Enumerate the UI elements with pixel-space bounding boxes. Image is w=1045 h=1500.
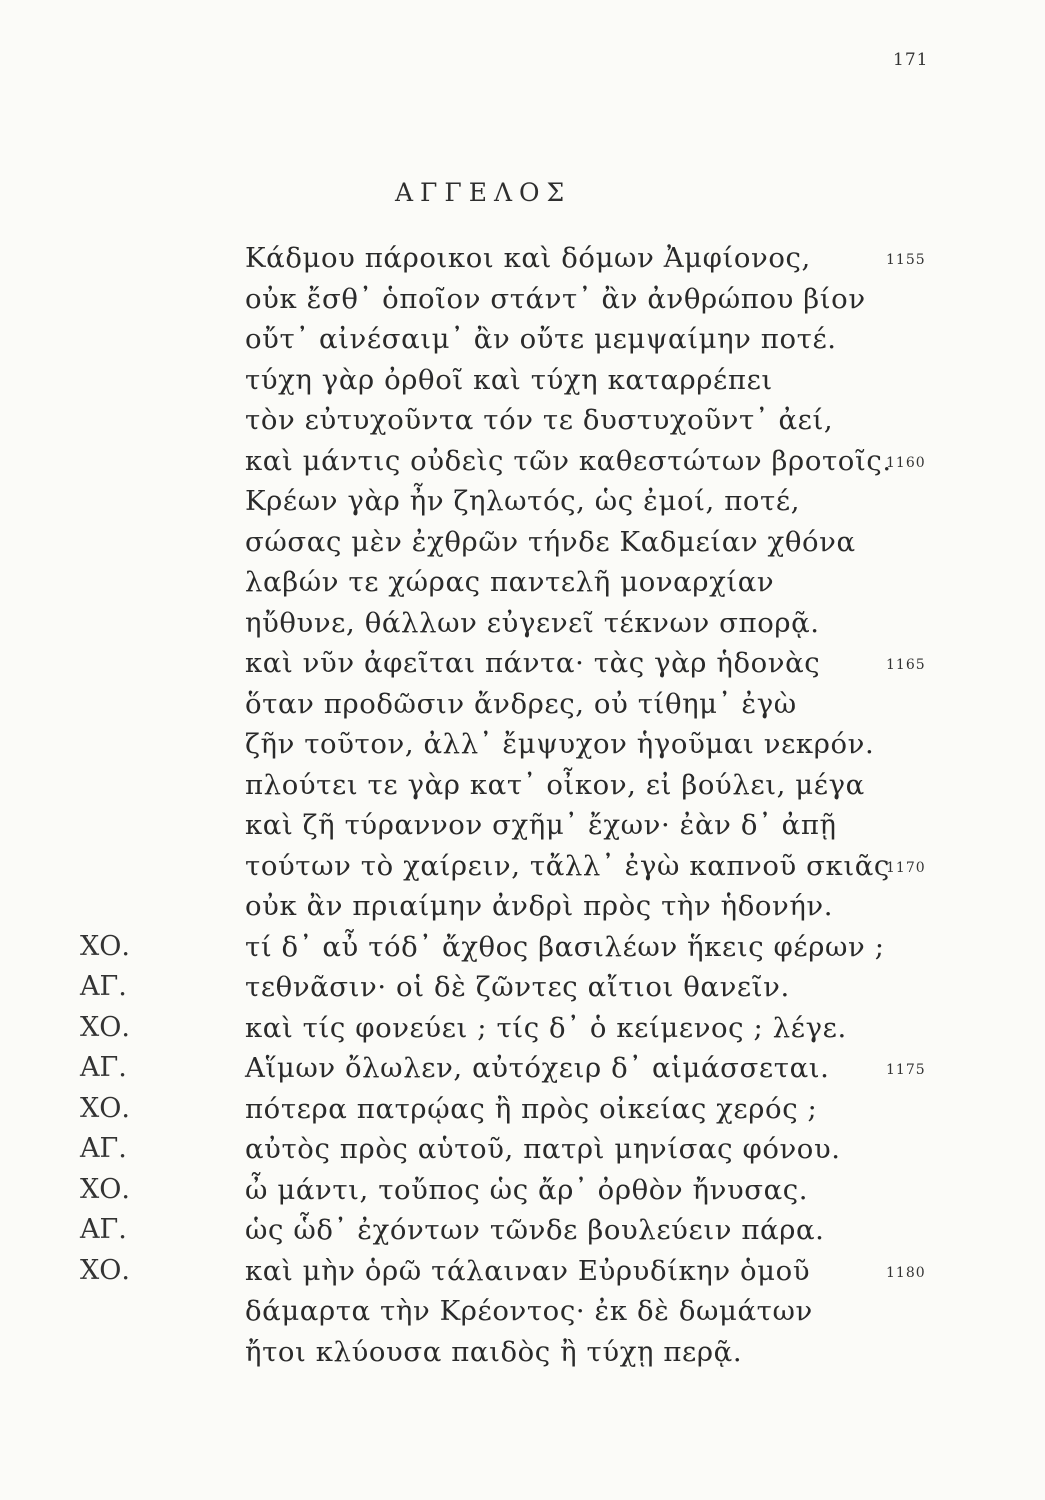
verse-text: δάμαρτα τὴν Κρέοντος· ἐκ δὲ δωμάτων xyxy=(245,1295,813,1327)
verse-text: καὶ μάντις οὐδεὶς τῶν καθεστώτων βροτοῖς. xyxy=(245,444,892,477)
verse-line xyxy=(0,1251,1045,1292)
verse-line xyxy=(0,927,1045,968)
verse-text: τεθνᾶσιν· οἱ δὲ ζῶντες αἴτιοι θανεῖν. xyxy=(245,971,790,1003)
verse-text: πλούτει τε γὰρ κατ᾽ οἶκον, εἰ βούλει, μέγα xyxy=(245,768,865,801)
verse-text: καὶ νῦν ἀφεῖται πάντα· τὰς γὰρ ἡδονὰς xyxy=(245,647,821,679)
verse-line xyxy=(0,441,1045,482)
speaker-label: ΧΟ. xyxy=(80,1254,130,1286)
verse-line xyxy=(0,522,1045,563)
speaker-label: ΧΟ. xyxy=(80,1092,130,1124)
verse-text: τὸν εὐτυχοῦντα τόν τε δυστυχοῦντ᾽ ἀεί, xyxy=(245,404,834,436)
verse-block xyxy=(0,238,1045,1372)
verse-text: Κρέων γὰρ ἦν ζηλωτός, ὡς ἐμοί, ποτέ, xyxy=(245,485,801,517)
verse-line xyxy=(0,967,1045,1008)
verse-text: καὶ μὴν ὁρῶ τάλαιναν Εὐρυδίκην ὁμοῦ xyxy=(245,1254,811,1287)
line-number: 1180 xyxy=(886,1264,926,1281)
verse-text: οὐκ ἂν πριαίμην ἀνδρὶ πρὸς τὴν ἡδονήν. xyxy=(245,890,834,922)
verse-line xyxy=(0,846,1045,887)
speaker-label: ΧΟ. xyxy=(80,1173,130,1205)
speaker-label: ΧΟ. xyxy=(80,930,130,962)
verse-text: ὡς ὧδ᾽ ἐχόντων τῶνδε βουλεύειν πάρα. xyxy=(245,1214,825,1246)
verse-text: ζῆν τοῦτον, ἀλλ᾽ ἔμψυχον ἡγοῦμαι νεκρόν. xyxy=(245,728,875,760)
verse-line xyxy=(0,562,1045,603)
verse-text: τούτων τὸ χαίρειν, τἄλλ᾽ ἐγὼ καπνοῦ σκιᾶς xyxy=(245,849,890,882)
verse-line xyxy=(0,279,1045,320)
verse-text: λαβών τε χώρας παντελῆ μοναρχίαν xyxy=(245,566,775,598)
page-number: 171 xyxy=(893,50,929,70)
verse-text: πότερα πατρῴας ἢ πρὸς οἰκείας χερός ; xyxy=(245,1092,818,1125)
verse-text: καὶ τίς φονεύει ; τίς δ᾽ ὁ κείμενος ; λέγε. xyxy=(245,1011,847,1044)
line-number: 1165 xyxy=(886,657,926,673)
verse-text: οὔτ᾽ αἰνέσαιμ᾽ ἂν οὔτε μεμψαίμην ποτέ. xyxy=(245,323,837,355)
verse-text: σώσας μὲν ἐχθρῶν τήνδε Καδμείαν χθόνα xyxy=(245,525,856,558)
line-number: 1155 xyxy=(886,252,926,268)
line-number: 1160 xyxy=(886,454,926,471)
verse-text: αὐτὸς πρὸς αὑτοῦ, πατρὶ μηνίσας φόνου. xyxy=(245,1133,841,1165)
speaker-label: ΧΟ. xyxy=(80,1011,130,1043)
verse-text: καὶ ζῆ τύραννον σχῆμ᾽ ἔχων· ἐὰν δ᾽ ἀπῇ xyxy=(245,809,837,841)
verse-line xyxy=(0,886,1045,927)
verse-line xyxy=(0,1210,1045,1251)
verse-line xyxy=(0,1089,1045,1130)
verse-line xyxy=(0,319,1045,360)
verse-line xyxy=(0,724,1045,765)
verse-line xyxy=(0,400,1045,441)
line-number: 1170 xyxy=(886,859,926,876)
verse-line xyxy=(0,1129,1045,1170)
verse-text: Αἵμων ὄλωλεν, αὐτόχειρ δ᾽ αἱμάσσεται. xyxy=(245,1052,830,1084)
verse-line xyxy=(0,360,1045,401)
line-number: 1175 xyxy=(886,1062,926,1078)
verse-line xyxy=(0,603,1045,644)
verse-line xyxy=(0,1332,1045,1373)
verse-text: ηὔθυνε, θάλλων εὐγενεῖ τέκνων σπορᾷ. xyxy=(245,606,820,639)
verse-line xyxy=(0,238,1045,279)
speaker-label: ΑΓ. xyxy=(80,971,127,1002)
verse-text: Κάδμου πάροικοι καὶ δόμων Ἀμφίονος, xyxy=(245,242,811,274)
verse-line xyxy=(0,1048,1045,1089)
verse-line xyxy=(0,765,1045,806)
verse-line xyxy=(0,643,1045,684)
verse-line xyxy=(0,684,1045,725)
verse-text: ὦ μάντι, τοὔπος ὡς ἄρ᾽ ὀρθὸν ἤνυσας. xyxy=(245,1173,809,1206)
verse-line xyxy=(0,1291,1045,1332)
verse-text: τύχη γὰρ ὀρθοῖ καὶ τύχη καταρρέπει xyxy=(245,363,773,396)
verse-text: οὐκ ἔσθ᾽ ὁποῖον στάντ᾽ ἂν ἀνθρώπου βίον xyxy=(245,282,866,315)
verse-line xyxy=(0,805,1045,846)
verse-line xyxy=(0,481,1045,522)
verse-text: τί δ᾽ αὖ τόδ᾽ ἄχθος βασιλέων ἥκεις φέρων ; xyxy=(245,930,885,963)
speaker-label: ΑΓ. xyxy=(80,1052,127,1083)
speaker-heading: ΑΓΓΕΛΟΣ xyxy=(395,178,572,207)
speaker-label: ΑΓ. xyxy=(80,1133,127,1164)
verse-line xyxy=(0,1170,1045,1211)
speaker-label: ΑΓ. xyxy=(80,1214,127,1245)
verse-text: ὅταν προδῶσιν ἄνδρες, οὐ τίθημ᾽ ἐγὼ xyxy=(245,687,797,720)
verse-text: ἤτοι κλύουσα παιδὸς ἢ τύχῃ περᾷ. xyxy=(245,1335,743,1368)
verse-line xyxy=(0,1008,1045,1049)
